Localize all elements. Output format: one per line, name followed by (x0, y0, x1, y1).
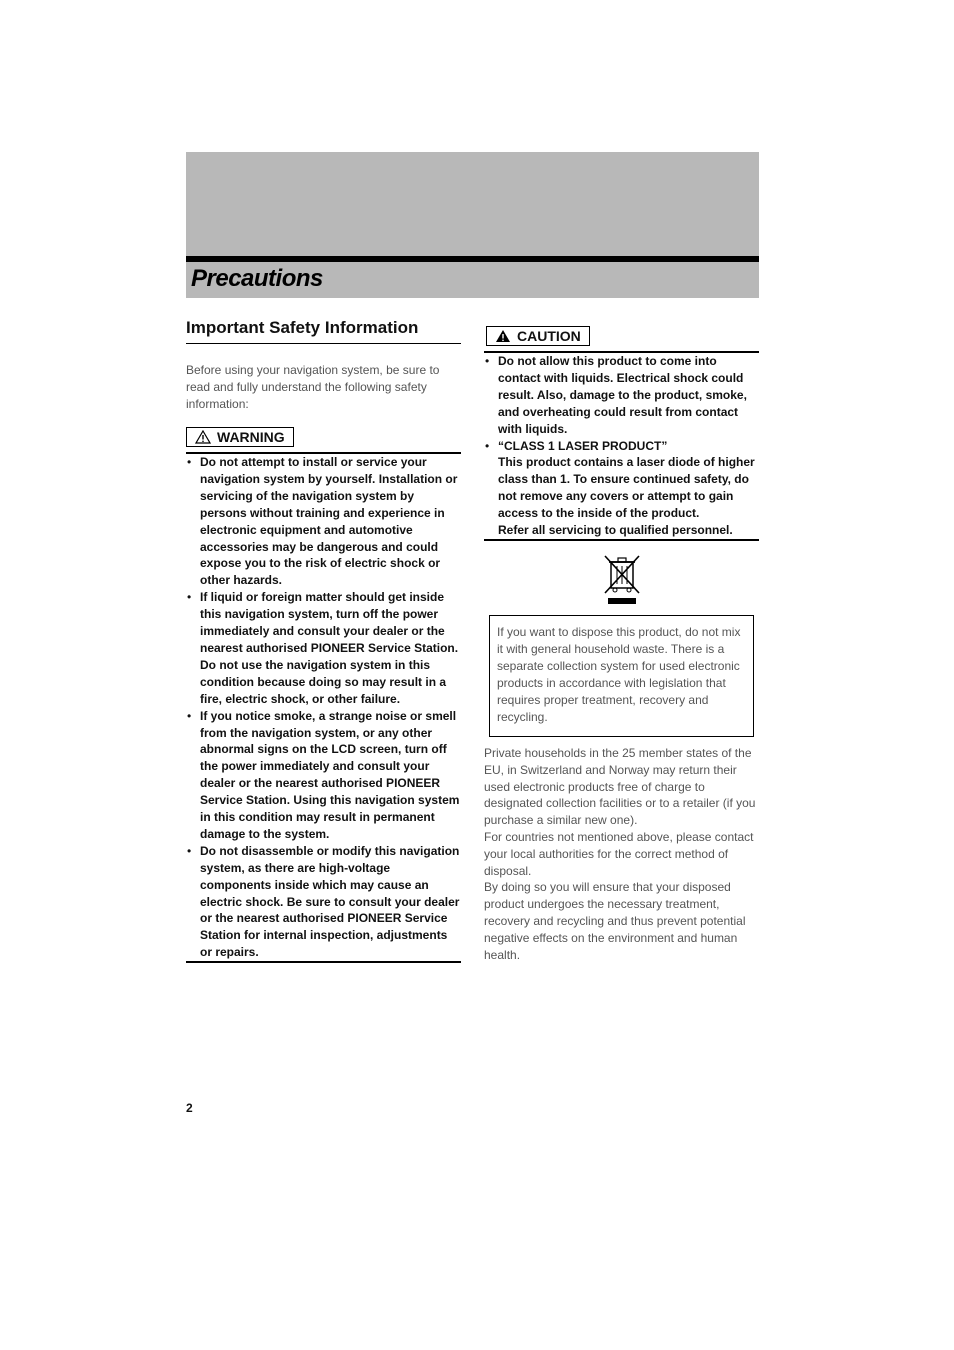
banner-rule (186, 256, 759, 262)
paragraph: By doing so you will ensure that your disposed product undergoes the necessary treatment, recovery and recycling and thus prevent potential negative effects on the environment and human health. (484, 880, 746, 962)
caution-label (486, 326, 590, 346)
caution-header (484, 326, 759, 353)
paragraph: For countries not mentioned above, please contact your local authorities for the correct method of disposal. (484, 829, 754, 878)
weee-symbol (484, 553, 759, 605)
warning-label-text: WARNING (217, 429, 285, 445)
paragraph: Private households in the 25 member states of the EU, in Switzerland and Norway may return their used electronic products free of charge to designated collection facilities or to a retailer (if you purchase a similar new one). (484, 745, 756, 828)
page-number: 2 (186, 1101, 193, 1115)
page-title: Precautions (191, 265, 323, 292)
warning-triangle-icon (195, 430, 211, 444)
list-item: • If you notice smoke, a strange noise or smell from the navigation system, or any other abnormal signs on the LCD screen, turn off the power immediately and consult your dealer or the nearest authorised PIONEER Service Station. Using this navigation system in this condition may result in permanent damage to the system. (186, 708, 461, 843)
laser-class-note: Refer all servicing to qualified personnel. (498, 523, 733, 538)
left-column (186, 318, 461, 963)
intro-text: Before using your navigation system, be sure to read and fully understand the following safety information: (186, 363, 440, 411)
laser-class-body: This product contains a laser diode of higher class than 1. To ensure continued safety, do not remove any covers or attempt to gain access to the inside of the product. (498, 455, 755, 521)
list-item: • Do not allow this product to come into contact with liquids. Electrical shock could result. Also, damage to the product, smoke, and overheating could result from contact with liquids. (484, 353, 759, 438)
caution-triangle-icon (495, 329, 511, 343)
warning-list (186, 454, 461, 963)
section-banner (186, 152, 759, 298)
laser-class-title: • “CLASS 1 LASER PRODUCT” (498, 438, 668, 453)
disposal-paragraphs (484, 745, 759, 963)
section-heading: Important Safety Information (186, 318, 461, 344)
warning-label (186, 427, 294, 447)
disposal-notice-box: If you want to dispose this product, do not mix it with general household waste. There is a separate collection system for used electronic products in accordance with legislation that requires proper treatment, recovery and recycling. (489, 615, 754, 737)
right-column (484, 326, 759, 963)
crossed-out-bin-icon (602, 553, 642, 605)
list-item: • Do not disassemble or modify this navigation system, as there are high-voltage components inside which may cause an electric shock. Be sure to consult your dealer or the nearest authorised PIONEER Service Station for internal inspection, adjustments or repairs. (186, 843, 461, 961)
list-item (484, 438, 759, 539)
list-item: • Do not attempt to install or service your navigation system by yourself. Installation or servicing of the navigation system by persons without training and experience in electronic equipment and automotive accessories may be dangerous and could expose you to the risk of electric shock or other hazards. (186, 454, 461, 589)
caution-label-text: CAUTION (517, 328, 581, 344)
warning-header (186, 427, 461, 454)
caution-list (484, 353, 759, 541)
list-item: • If liquid or foreign matter should get inside this navigation system, turn off the power immediately and consult your dealer or the nearest authorised PIONEER Service Station. Do not use the navigation system in this condition because doing so may result in a fire, electric shock, or other failure. (186, 589, 461, 707)
